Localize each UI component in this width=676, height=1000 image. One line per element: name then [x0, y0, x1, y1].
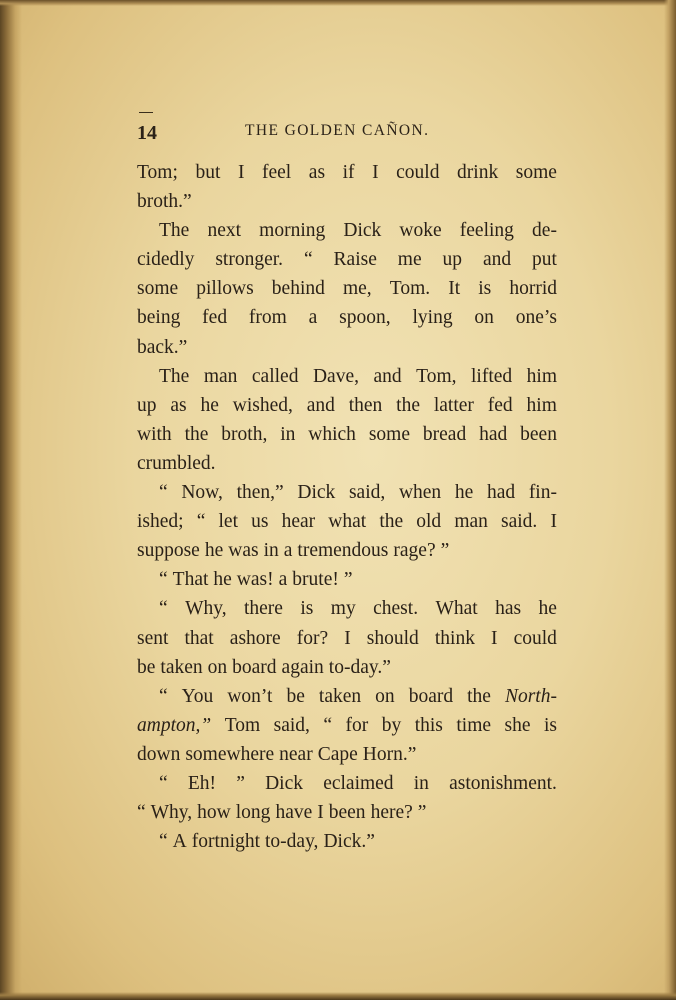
word: put — [532, 249, 557, 271]
word: and — [306, 394, 335, 416]
text-line — [137, 420, 557, 449]
word: was — [228, 540, 259, 562]
word: my — [330, 598, 356, 620]
word: wished, — [232, 394, 293, 416]
word: tremendous — [297, 540, 389, 562]
word: You — [181, 685, 214, 707]
word: is — [543, 714, 557, 736]
body-text — [137, 158, 557, 856]
page-number: 14 — [137, 122, 157, 144]
word: That — [172, 569, 209, 591]
word: fed — [487, 394, 513, 416]
word: brute! — [292, 569, 339, 591]
word: some — [515, 162, 557, 183]
word: was! — [236, 569, 274, 591]
text-line — [137, 216, 557, 245]
word: have — [275, 802, 313, 824]
word: some — [137, 278, 179, 300]
word: ashore — [229, 627, 281, 649]
word: Tom. — [389, 278, 431, 300]
word: feel — [262, 162, 292, 183]
text-line — [137, 507, 557, 536]
word: long — [235, 802, 271, 824]
word: on — [474, 307, 494, 329]
word: board — [408, 685, 454, 707]
word: “ — [323, 714, 333, 736]
text-line — [137, 798, 557, 827]
word: chest. — [373, 598, 419, 620]
word: in — [263, 540, 279, 562]
word: when — [398, 482, 442, 504]
word: drink — [457, 162, 499, 183]
text-line — [137, 478, 557, 507]
word: then,” — [236, 482, 284, 504]
word: The — [159, 220, 190, 242]
word: time — [456, 714, 492, 736]
word: on — [207, 656, 228, 678]
word: sent — [137, 627, 169, 649]
running-title: THE GOLDEN CAÑON. — [245, 122, 430, 139]
word: bread — [422, 423, 467, 445]
word: one’s — [515, 307, 557, 329]
word: back.” — [137, 336, 188, 358]
word: that — [184, 627, 214, 649]
word: somewhere — [185, 743, 275, 765]
word: a — [278, 569, 288, 591]
text-line — [137, 303, 557, 332]
word: to-day, — [265, 831, 319, 853]
word: the — [467, 685, 491, 707]
word: but — [195, 162, 221, 183]
word: down — [137, 743, 181, 765]
word: Horn.” — [362, 743, 417, 765]
text-line — [137, 158, 557, 187]
word: a — [283, 540, 293, 562]
word: could — [513, 627, 557, 649]
word: astonishment. — [449, 772, 557, 794]
word: Tom; — [137, 162, 178, 183]
word: “ — [159, 482, 168, 504]
word: he — [200, 394, 219, 416]
word: pillows — [196, 278, 254, 300]
word: North- — [504, 685, 557, 707]
word: won’t — [227, 685, 273, 707]
word: taken — [318, 685, 362, 707]
word: broth, — [221, 423, 268, 445]
word: should — [366, 627, 419, 649]
word: woke — [399, 220, 442, 242]
word: A — [172, 831, 187, 853]
page-right-edge — [664, 0, 676, 1000]
word: up — [442, 249, 463, 271]
word: ” — [417, 802, 427, 824]
word: stronger. — [215, 249, 284, 271]
word: us — [251, 511, 269, 533]
word: taken — [160, 656, 203, 678]
word: could — [396, 162, 440, 183]
word: near — [279, 743, 313, 765]
word: he — [204, 540, 224, 562]
word: crumbled. — [137, 452, 216, 474]
word: think — [434, 627, 475, 649]
word: fed — [202, 307, 228, 329]
word: “ — [159, 598, 168, 620]
word: I — [344, 627, 351, 649]
binding-edge — [0, 0, 22, 1000]
word: Eh! — [187, 772, 217, 794]
word: I — [372, 162, 379, 183]
word: I — [491, 627, 498, 649]
text-line — [137, 740, 557, 769]
word: “ — [159, 569, 168, 591]
text-line — [137, 624, 557, 653]
text-line — [137, 682, 557, 711]
word: there — [243, 598, 283, 620]
word: the — [184, 423, 209, 445]
word: here? — [370, 802, 413, 824]
word: then — [348, 394, 383, 416]
word: lifted — [471, 365, 513, 387]
text-line — [137, 449, 557, 478]
word: board — [232, 656, 277, 678]
word: Tom — [224, 714, 261, 736]
text-line — [137, 827, 557, 856]
word: the — [379, 511, 404, 533]
word: behind — [271, 278, 325, 300]
word: “ — [137, 802, 146, 824]
word: what — [328, 511, 367, 533]
word: said. — [501, 511, 538, 533]
word: old — [416, 511, 442, 533]
word: as — [170, 394, 187, 416]
word: cidedly — [137, 249, 195, 271]
word: from — [248, 307, 287, 329]
word: Tom, — [416, 365, 457, 387]
text-line — [137, 274, 557, 303]
word: I — [237, 162, 245, 183]
word: What — [435, 598, 478, 620]
word: “ — [159, 685, 168, 707]
word: Dave, — [312, 365, 359, 387]
word: been — [520, 423, 557, 445]
text-line — [137, 362, 557, 391]
word: been — [328, 802, 366, 824]
word: which — [308, 423, 356, 445]
word: if — [342, 162, 355, 183]
word: him — [526, 365, 557, 387]
word: man — [454, 511, 488, 533]
word: I — [317, 802, 324, 824]
word: Cape — [317, 743, 358, 765]
word: how — [197, 802, 231, 824]
word: he — [538, 598, 557, 620]
word: and — [373, 365, 402, 387]
word: ished; — [137, 511, 184, 533]
word: for — [345, 714, 369, 736]
word: I — [550, 511, 557, 533]
word: ” — [343, 569, 353, 591]
word: in — [413, 772, 429, 794]
word: Why, — [150, 802, 193, 824]
word: Dick — [297, 482, 336, 504]
running-header — [137, 120, 557, 144]
word: Why, — [185, 598, 227, 620]
text-line — [137, 245, 557, 274]
word: “ — [303, 249, 313, 271]
word: morning — [259, 220, 326, 242]
word: is — [478, 278, 492, 300]
word: “ — [196, 511, 206, 533]
word: ” — [236, 772, 245, 794]
word: in — [280, 423, 296, 445]
word: feeling — [459, 220, 514, 242]
text-line — [137, 594, 557, 623]
word: has — [495, 598, 522, 620]
word: had — [486, 482, 516, 504]
word: called — [251, 365, 299, 387]
word: again — [281, 656, 324, 678]
word: “ — [159, 772, 168, 794]
word: said, — [273, 714, 310, 736]
word: lying — [412, 307, 453, 329]
page-bottom-edge — [0, 992, 676, 1000]
word: for? — [296, 627, 329, 649]
word: Dick — [343, 220, 382, 242]
word: spoon, — [339, 307, 391, 329]
word: be — [137, 656, 156, 678]
word: me, — [342, 278, 372, 300]
text-line — [137, 391, 557, 420]
word: is — [300, 598, 314, 620]
text-line — [137, 769, 557, 798]
word: as — [308, 162, 326, 183]
page-top-edge — [0, 0, 676, 6]
word: horrid — [509, 278, 557, 300]
text-line — [137, 333, 557, 362]
word: broth.” — [137, 191, 192, 213]
word: latter — [433, 394, 474, 416]
word: with — [137, 423, 172, 445]
word: The — [159, 365, 190, 387]
word: he — [213, 569, 232, 591]
text-line — [137, 653, 557, 682]
header-rule-mark — [139, 112, 153, 113]
word: the — [396, 394, 420, 416]
word: next — [207, 220, 242, 242]
word: It — [448, 278, 461, 300]
word: man — [203, 365, 238, 387]
word: some — [368, 423, 410, 445]
word: up — [137, 394, 157, 416]
word: she — [504, 714, 531, 736]
word: me — [397, 249, 422, 271]
word: being — [137, 307, 181, 329]
text-line — [137, 187, 557, 216]
word: and — [482, 249, 512, 271]
word: ampton,” — [137, 714, 212, 736]
word: had — [479, 423, 508, 445]
text-line — [137, 536, 557, 565]
word: let — [218, 511, 238, 533]
word: “ — [159, 831, 168, 853]
text-line — [137, 565, 557, 594]
word: by — [381, 714, 402, 736]
word: suppose — [137, 540, 200, 562]
word: to-day.” — [328, 656, 391, 678]
word: him — [526, 394, 557, 416]
word: rage? — [393, 540, 436, 562]
word: fortnight — [191, 831, 260, 853]
text-line — [137, 711, 557, 740]
word: be — [286, 685, 305, 707]
word: fin- — [528, 482, 557, 504]
word: Dick — [265, 772, 303, 794]
word: said, — [348, 482, 386, 504]
word: he — [454, 482, 474, 504]
word: Now, — [181, 482, 223, 504]
word: hear — [281, 511, 316, 533]
word: de- — [532, 220, 557, 242]
word: a — [308, 307, 318, 329]
word: Raise — [333, 249, 377, 271]
word: this — [414, 714, 443, 736]
word: ” — [440, 540, 450, 562]
word: on — [375, 685, 395, 707]
word: Dick.” — [323, 831, 375, 853]
word: eclaimed — [323, 772, 394, 794]
